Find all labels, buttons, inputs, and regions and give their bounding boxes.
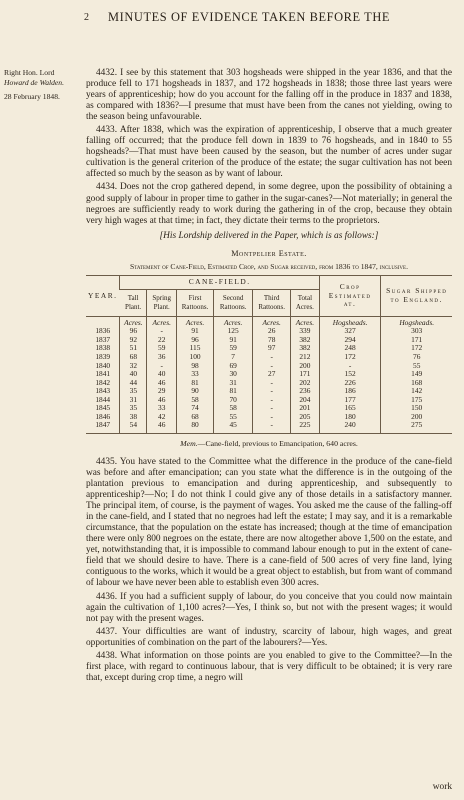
table-cell: 55 [381,362,452,371]
page-header [0,10,464,28]
margin-note [4,68,80,102]
table-cell: 59 [147,344,177,353]
table-cell: Hogsheads. [381,316,452,327]
table-memo [86,438,452,449]
table-cell: 1843 [95,386,111,396]
table-row [86,421,452,433]
table-cell: 303 [381,327,452,336]
table-cell: 175 [381,396,452,405]
table-cell: 172 [319,353,381,362]
table-cell: 225 [291,421,320,433]
col-first-rattoons: First Rattoons. [177,289,214,316]
table-cell: 226 [319,379,381,388]
table-cell: Acres. [177,316,214,327]
table-cell: 97 [253,344,291,353]
table-cell: 339 [291,327,320,336]
table-cell: 54 [120,421,147,433]
cane-field-table [86,275,452,434]
table-row [86,344,452,353]
table-row [86,404,452,413]
table-cell: 327 [319,327,381,336]
table-cell: 70 [213,396,252,405]
table-cell: 200 [381,413,452,422]
table-cell: 201 [291,404,320,413]
table-cell: 212 [291,353,320,362]
delivered-note: [His Lordship delivered in the Paper, which is as follows:] [159,230,379,241]
table-cell: Acres. [253,316,291,327]
table-caption: Statement of Cane-Field, Estimated Crop, and Sugar received, from 1836 to 1847, inclusive. [130,261,408,271]
table-cell: 76 [381,353,452,362]
memo-text: —Cane-field, previous to Emancipation, 640 acres. [197,438,358,448]
table-cell: 200 [291,362,320,371]
table-cell: 69 [213,362,252,371]
table-cell: 58 [177,396,214,405]
table-cell: - [319,362,381,371]
witness-name-line2: Howard de Walden. [4,78,64,87]
table-cell: 33 [177,370,214,379]
table-cell: 44 [120,379,147,388]
table-cell: 40 [147,370,177,379]
table-cell: 33 [147,404,177,413]
table-body [86,316,452,433]
paragraph-4433: 4433. After 1838, which was the expiration of apprenticeship, I observe that a much greater falling off occurred; that the produce fell down in 1839 to 76 hogsheads, and in 1840 to 55 hogsheads?—That must have been caused by the season, but the number of acres under sugar cultivation is the general criterion of the produce of the estate; the sugar cultivation has not been affected so much by the season as by want of labour. [86,125,452,180]
table-cell: 125 [213,327,252,336]
table-cell: 92 [120,336,147,345]
table-cell: - [253,353,291,362]
table-cell: 98 [177,362,214,371]
table-cell: - [253,379,291,388]
table-cell: 248 [319,344,381,353]
table-cell: 78 [253,336,291,345]
table-cell: 96 [120,327,147,336]
table-cell: 1844 [95,394,111,404]
table-cell: Acres. [147,316,177,327]
table-cell: 171 [381,336,452,345]
col-group-cane-field: CANE-FIELD. [120,275,319,289]
page-body [86,68,452,684]
col-crop: Crop Estimated at. [319,275,381,316]
table-cell: 29 [147,387,177,396]
table-cell: 30 [213,370,252,379]
table-cell: 31 [213,379,252,388]
table-cell: 204 [291,396,320,405]
table-row [86,413,452,422]
table-cell: 1838 [95,343,111,353]
table-cell: 96 [177,336,214,345]
table-cell: 91 [177,327,214,336]
table-cell: Acres. [213,316,252,327]
table-cell: 58 [213,404,252,413]
table-cell: 35 [120,404,147,413]
table-cell: 1845 [95,403,111,413]
table-row [86,370,452,379]
page-number: 2 [84,12,89,23]
memo-label: Mem. [180,438,198,448]
col-tall-plant: Tall Plant. [120,289,147,316]
table-cell: 46 [147,379,177,388]
catchword: work [432,782,452,792]
table-cell: - [253,404,291,413]
col-total-acres: Total Acres. [291,289,320,316]
table-cell: Acres. [291,316,320,327]
table-cell: 1846 [95,411,111,421]
table-cell: 142 [381,387,452,396]
table-cell: 1840 [95,360,111,370]
table-cell: - [253,396,291,405]
col-sugar: Sugar Shipped to England. [381,275,452,316]
table-cell: 36 [147,353,177,362]
table-cell: 294 [319,336,381,345]
col-second-rattoons: Second Rattoons. [213,289,252,316]
table-cell: 81 [177,379,214,388]
table-cell: 180 [319,413,381,422]
table-cell: 1836 [95,326,111,336]
table-row [86,379,452,388]
table-cell: 236 [291,387,320,396]
table-cell: 1841 [95,369,111,379]
paragraph-4436: 4436. If you had a sufficient supply of labour, do you conceive that you could now maintain again the cultivation of 1,100 acres?—Yes, I think so, but not with the present wages; it would not pay with the present wages. [86,591,452,624]
table-cell: 382 [291,336,320,345]
col-spring-plant: Spring Plant. [147,289,177,316]
table-cell: - [253,387,291,396]
table-cell: - [253,413,291,422]
table-cell: 68 [177,413,214,422]
table-cell: 150 [381,404,452,413]
table-cell: 1842 [95,377,111,387]
estate-title: Montpelier Estate. [231,248,307,258]
table-cell: 115 [177,344,214,353]
table-row [86,353,452,362]
paragraph-4432: 4432. I see by this statement that 303 hogsheads were shipped in the year 1836, and that the produce fell to 171 hogsheads in 1837, and 172 hogsheads in 1838; those three last years were years of apprenticeship; how do you account for the falling off in the produce in 1837 and 1838, as compared with 1836?—I presume that must have been from the canes not yielding, owing to the season being unfavourable. [86,68,452,123]
table-cell: 55 [213,413,252,422]
table-cell: 22 [147,336,177,345]
table-cell: 202 [291,379,320,388]
witness-date: 28 February 1848. [4,92,60,101]
table-cell: - [147,327,177,336]
table-cell: - [253,362,291,371]
table-cell: 32 [120,362,147,371]
table-cell: 46 [147,396,177,405]
table-cell: 90 [177,387,214,396]
table-cell: 27 [253,370,291,379]
running-head: MINUTES OF EVIDENCE TAKEN BEFORE THE [108,10,391,24]
table-cell: 51 [120,344,147,353]
table-cell: 165 [319,404,381,413]
table-cell: 275 [381,421,452,433]
table-cell: 177 [319,396,381,405]
table-cell: 81 [213,387,252,396]
table-cell: Hogsheads. [319,316,381,327]
table-cell: 68 [120,353,147,362]
witness-name-line1: Right Hon. Lord [4,68,55,77]
paragraph-4435: 4435. You have stated to the Committee what the difference in the produce of the cane-field was before and after emancipation; can you state what the difference is in the outgoing of the plantation previous to emancipation and during apprenticeship, and subsequently to apprenticeship?—No; I do not think I could give any of those details in a satisfactory manner. The principal item, of course, is the payment of wages. You asked me the cause of the falling-off in the cane-field, and I stated that no negroes had left the estate; I may say, and it is a remarkable circumstance, that the population on the estate has increased; though at the time of emancipation there were only 800 negroes on the estate, there are now altogether above 1,500 on the estate, and yet, notwithstanding that, it is impossible to command labour enough to put in the extent of cane-field that we should desire to have. There is a cane-field of 500 acres of very fine land, lying contiguous to the works, which it would be a great object to establish, but from want of command of labour we have never been able to establish even 300 acres. [86,456,452,589]
table-cell: 168 [381,379,452,388]
table-cell: 240 [319,421,381,433]
table-row [86,387,452,396]
table-cell: 74 [177,404,214,413]
paragraph-4438: 4438. What information on those points are you enabled to give to the Committee?—In the first place, with regard to continuous labour, that is very difficult to be obtained; it is very rare that, except during crop time, a negro will [86,650,452,683]
table-cell: 382 [291,344,320,353]
table-row [86,396,452,405]
table-cell: 80 [177,421,214,433]
table-cell: 172 [381,344,452,353]
table-cell: 38 [120,413,147,422]
table-cell: 1837 [95,334,111,344]
table-cell: 46 [147,421,177,433]
table-cell: 42 [147,413,177,422]
table-cell: 26 [253,327,291,336]
table-cell: 91 [213,336,252,345]
table-cell: 7 [213,353,252,362]
table-cell: 205 [291,413,320,422]
col-year: YEAR. [86,275,120,316]
table-cell: - [147,362,177,371]
paragraph-4437: 4437. Your difficulties are want of industry, scarcity of labour, high wages, and great opportunities of combination on the part of the labourers?—Yes. [86,626,452,648]
table-cell: - [253,421,291,433]
col-third-rattoons: Third Rattoons. [253,289,291,316]
paragraph-4434: 4434. Does not the crop gathered depend, in some degree, upon the possibility of obtaining a good supply of labour in proper time to gather in the sugar-canes?—Not materially; in general the negroes are sufficiently ready to work during the gathering in of the crop, because they obtain very high wages at that time; in fact, they dictate their terms to the proprietors. [86,182,452,226]
table-cell: 35 [120,387,147,396]
table-cell: 1839 [95,351,111,361]
table-cell: 186 [319,387,381,396]
table-cell: 149 [381,370,452,379]
table-cell: 1847 [86,421,120,433]
table-cell: 59 [213,344,252,353]
table-cell: 100 [177,353,214,362]
table-cell: 152 [319,370,381,379]
table-cell: 171 [291,370,320,379]
table-cell: 40 [120,370,147,379]
table-cell: 31 [120,396,147,405]
table-cell: 45 [213,421,252,433]
table-cell: Acres. [120,316,147,327]
